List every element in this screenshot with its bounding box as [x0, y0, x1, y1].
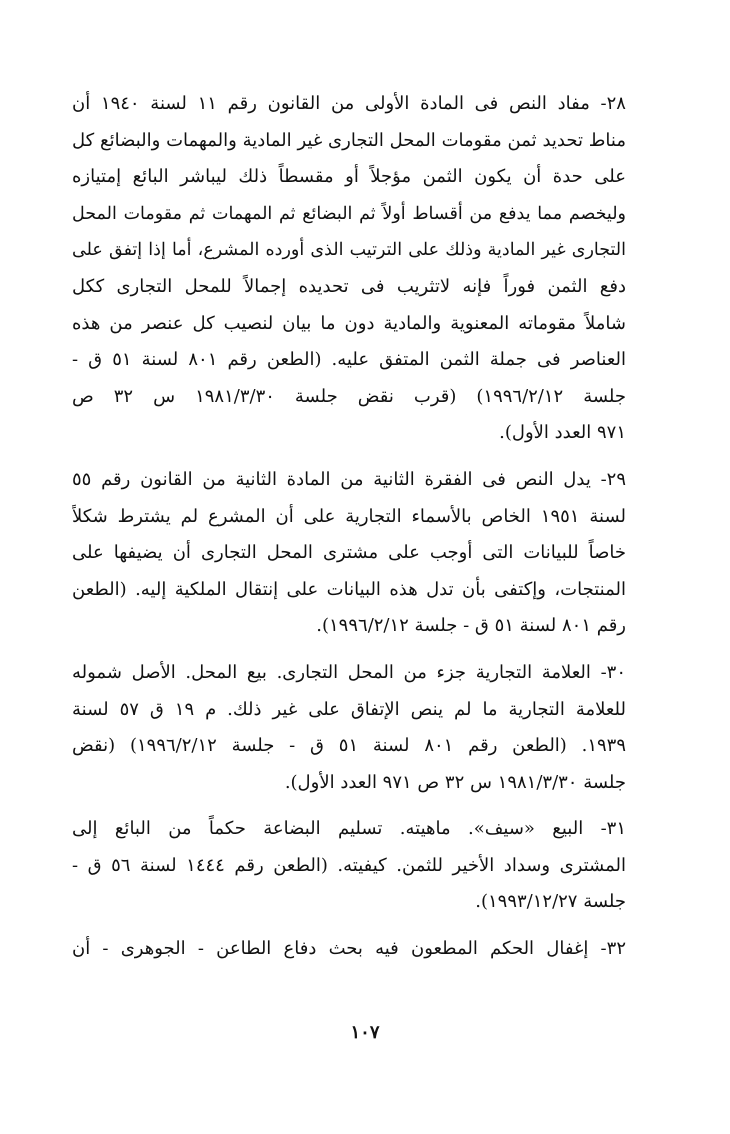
paragraph-line: ٣٢- إغفال الحكم المطعون فيه بحث دفاع الطاعن - الجوهرى - أن: [72, 938, 626, 960]
paragraph-28: [72, 86, 626, 452]
paragraph-30: [72, 655, 626, 801]
paragraph-29: [72, 462, 626, 645]
paragraph-line: جلسة ١٩٩٦/٢/١٢) (قرب نقض جلسة ١٩٨١/٣/٣٠ س ٣٢ ص: [72, 385, 626, 407]
paragraph-line: ٩٧١ العدد الأول).: [499, 422, 626, 444]
paragraph-line: ٣٠- العلامة التجارية جزء من المحل التجارى. بيع المحل. الأصل شموله: [72, 661, 626, 683]
paragraph-line: ٣١- البيع «سيف». ماهيته. تسليم البضاعة حكماً من البائع إلى: [72, 818, 626, 840]
paragraph-line: وليخصم مما يدفع من أقساط أولاً ثم البضائع ثم المهمات ثم مقومات المحل: [72, 203, 626, 224]
paragraph-line: شاملاً مقوماته المعنوية والمادية دون ما بيان لنصيب كل عنصر من هذه: [72, 312, 626, 334]
paragraph-line: جلسة ١٩٩٣/١٢/٢٧).: [475, 891, 626, 913]
paragraph-32: [72, 931, 626, 968]
paragraph-line: ١٩٣٩. (الطعن رقم ٨٠١ لسنة ٥١ ق - جلسة ١٩٩٦/٢/١٢) (نقض: [72, 735, 626, 757]
paragraph-line: رقم ٨٠١ لسنة ٥١ ق - جلسة ١٩٩٦/٢/١٢).: [316, 615, 626, 637]
paragraph-line: التجارى غير المادية وذلك على الترتيب الذى أورده المشرع، أما إذا إتفق على: [72, 240, 626, 261]
paragraph-line: على حدة أن يكون الثمن مؤجلاً أو مقسطاً ذلك ليباشر البائع إمتيازه: [72, 166, 626, 188]
document-body: [72, 86, 626, 968]
paragraph-line: دفع الثمن فوراً فإنه لاتثريب فى تحديده إجمالاً للمحل التجارى ككل: [72, 275, 626, 297]
paragraph-line: خاصاً للبيانات التى أوجب على مشترى المحل التجارى أن يضيفها على: [72, 542, 626, 564]
paragraph-line: جلسة ١٩٨١/٣/٣٠ س ٣٢ ص ٩٧١ العدد الأول).: [284, 771, 626, 793]
page-number: ١٠٧: [350, 1022, 380, 1043]
paragraph-line: ٢٩- يدل النص فى الفقرة الثانية من المادة الثانية من القانون رقم ٥٥: [72, 468, 626, 490]
paragraph-line: المشترى وسداد الأخير للثمن. كيفيته. (الطعن رقم ١٤٤٤ لسنة ٥٦ ق -: [72, 854, 626, 876]
paragraph-31: [72, 811, 626, 921]
paragraph-line: ٢٨- مفاد النص فى المادة الأولى من القانون رقم ١١ لسنة ١٩٤٠ أن: [72, 93, 626, 114]
paragraph-line: العناصر فى جملة الثمن المتفق عليه. (الطعن رقم ٨٠١ لسنة ٥١ ق -: [72, 349, 626, 371]
paragraph-line: المنتجات، وإكتفى بأن تدل هذه البيانات على إنتقال الملكية إليه. (الطعن: [72, 578, 626, 600]
paragraph-line: مناط تحديد ثمن مقومات المحل التجارى غير المادية والمهمات والبضائع كل: [72, 129, 626, 151]
paragraph-line: لسنة ١٩٥١ الخاص بالأسماء التجارية على أن المشرع لم يشترط شكلاً: [72, 505, 626, 527]
paragraph-line: للعلامة التجارية ما لم ينص الإتفاق على غير ذلك. م ١٩ ق ٥٧ لسنة: [72, 698, 626, 720]
